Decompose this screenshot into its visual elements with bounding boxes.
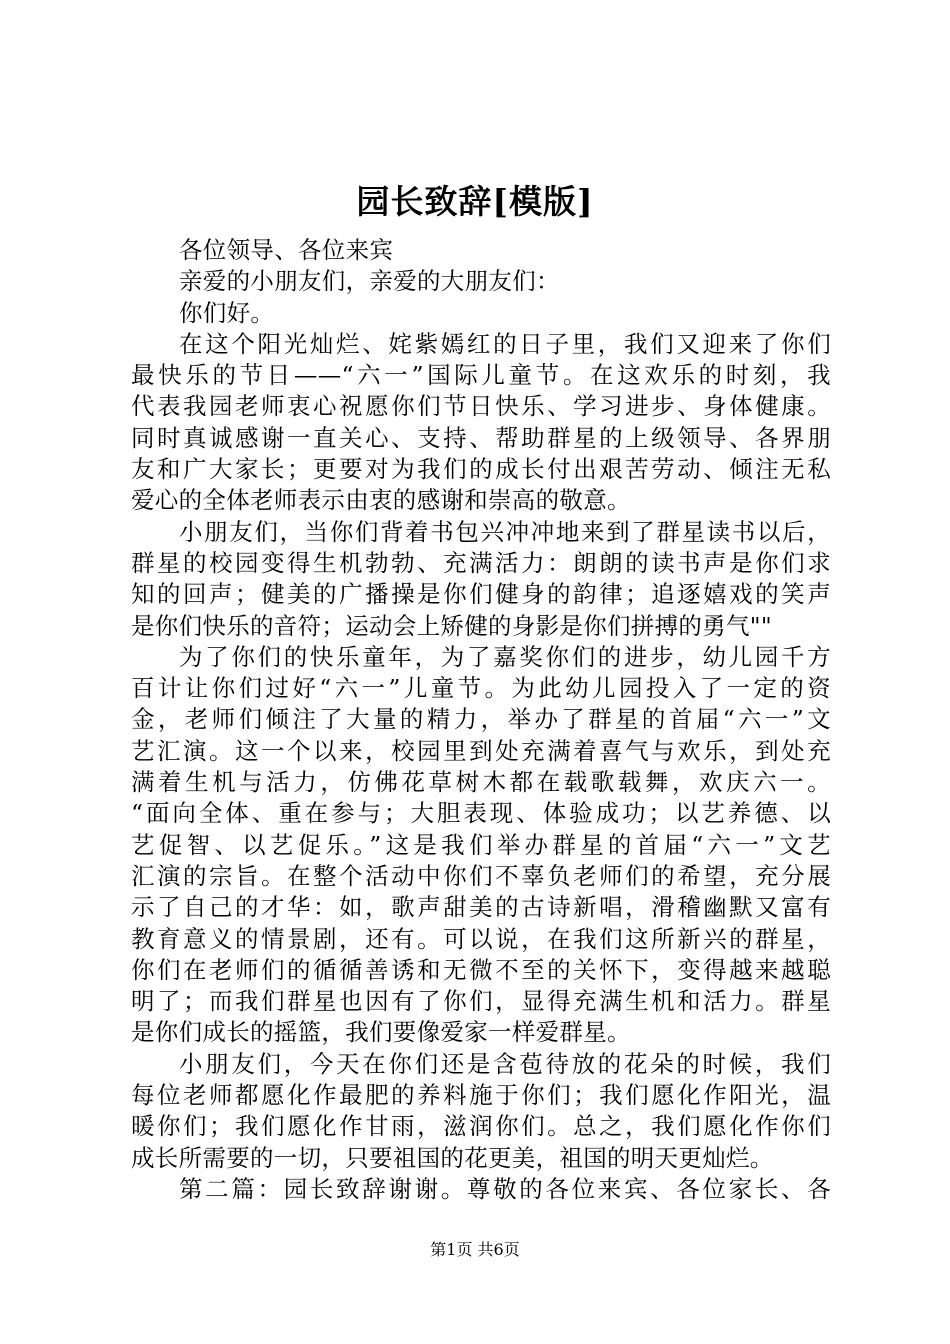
text-line: 是你们成长的摇篮，我们要像爱家一样爱群星。: [131, 1018, 631, 1047]
text-line: 你们在老师们的循循善诱和无微不至的关怀下，变得越来越聪: [131, 955, 831, 984]
text-line: 为了你们的快乐童年，为了嘉奖你们的进步，幼儿园千方: [179, 642, 831, 671]
text-line: 小朋友们，当你们背着书包兴冲冲地来到了群星读书以后，: [179, 517, 831, 546]
text-line: 成长所需要的一切，只要祖国的花更美，祖国的明天更灿烂。: [131, 1143, 774, 1172]
text-line: 百计让你们过好“六一”儿童节。为此幼儿园投入了一定的资: [131, 674, 831, 703]
text-line: 亲爱的小朋友们，亲爱的大朋友们：: [179, 267, 560, 296]
text-line: 知的回声；健美的广播操是你们健身的韵律；追逐嬉戏的笑声: [131, 580, 831, 609]
text-line: 群星的校园变得生机勃勃、充满活力：朗朗的读书声是你们求: [131, 548, 831, 577]
text-line: 是你们快乐的音符；运动会上矫健的身影是你们拼搏的勇气"": [131, 611, 773, 640]
text-line: 每位老师都愿化作最肥的养料施于你们；我们愿化作阳光，温: [131, 1081, 831, 1110]
text-line: 代表我园老师衷心祝愿你们节日快乐、学习进步、身体健康。: [131, 392, 831, 421]
page-footer: [0, 1240, 950, 1260]
text-line: 爱心的全体老师表示由衷的感谢和崇高的敬意。: [131, 486, 631, 515]
text-line: 暖你们；我们愿化作甘雨，滋润你们。总之，我们愿化作你们: [131, 1112, 831, 1141]
text-line: 汇演的宗旨。在整个活动中你们不辜负老师们的希望，充分展: [131, 861, 831, 890]
text-line: 小朋友们，今天在你们还是含苞待放的花朵的时候，我们: [179, 1049, 831, 1078]
text-line: 你们好。: [179, 298, 275, 327]
text-line: 满着生机与活力，仿佛花草树木都在载歌载舞，欢庆六一。: [131, 768, 831, 797]
text-line: 同时真诚感谢一直关心、支持、帮助群星的上级领导、各界朋: [131, 423, 831, 452]
text-line: 明了；而我们群星也因有了你们，显得充满生机和活力。群星: [131, 987, 831, 1016]
text-line: “面向全体、重在参与；大胆表现、体验成功；以艺养德、以: [131, 799, 831, 828]
text-line: 教育意义的情景剧，还有。可以说，在我们这所新兴的群星，: [131, 924, 831, 953]
document-title: 园长致辞[模版]: [356, 182, 594, 221]
text-line: 金，老师们倾注了大量的精力，举办了群星的首届“六一”文: [131, 705, 831, 734]
text-line: 第二篇：园长致辞谢谢。尊敬的各位来宾、各位家长、各: [179, 1174, 831, 1203]
document-body: [131, 235, 831, 1205]
text-line: 在这个阳光灿烂、姹紫嫣红的日子里，我们又迎来了你们: [179, 329, 831, 358]
text-line: 示了自己的才华：如，歌声甜美的古诗新唱，滑稽幽默又富有: [131, 893, 831, 922]
text-line: 最快乐的节日——“六一”国际儿童节。在这欢乐的时刻，我: [131, 361, 831, 390]
page-number: 第1页 共6页: [430, 1240, 520, 1259]
text-line: 艺促智、以艺促乐。”这是我们举办群星的首届“六一”文艺: [131, 830, 831, 859]
text-line: 艺汇演。这一个以来，校园里到处充满着喜气与欢乐，到处充: [131, 736, 831, 765]
text-line: 各位领导、各位来宾: [179, 236, 394, 264]
text-line: 友和广大家长；更要对为我们的成长付出艰苦劳动、倾注无私: [131, 455, 831, 484]
